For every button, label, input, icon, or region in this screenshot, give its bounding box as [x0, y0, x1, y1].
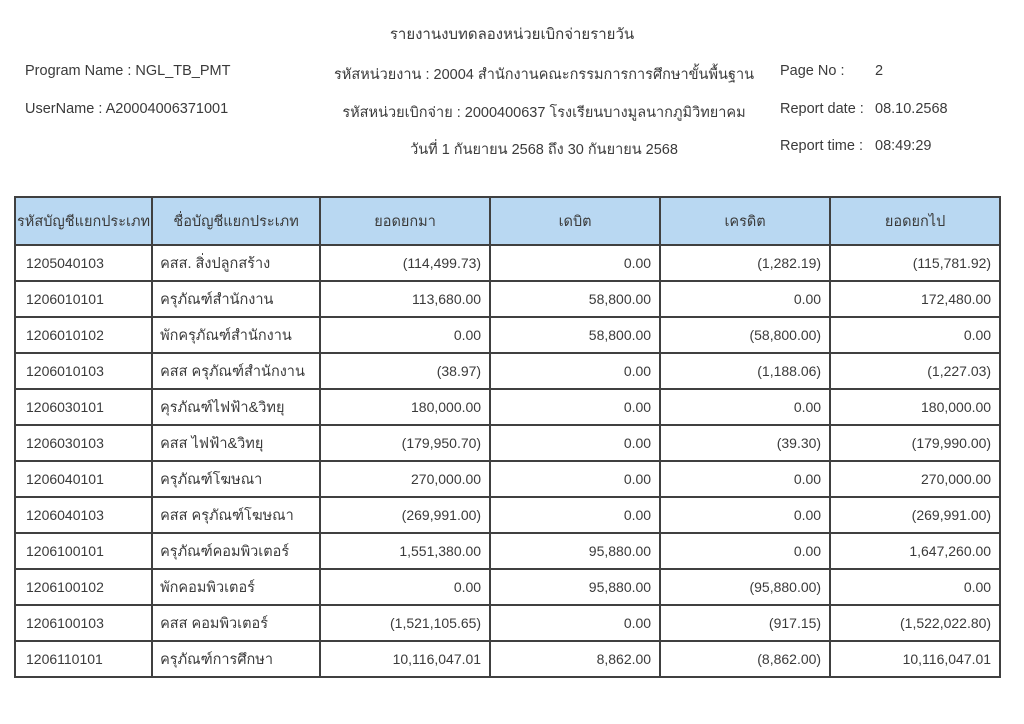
ending-balance-cell: 172,480.00: [830, 281, 1000, 317]
column-header-credit: เครดิต: [660, 197, 830, 245]
table-header-row: [15, 197, 1000, 245]
beginning-balance-cell: (38.97): [320, 353, 490, 389]
debit-cell: 95,880.00: [490, 569, 660, 605]
debit-cell: 58,800.00: [490, 317, 660, 353]
account-code-cell: 1206010102: [15, 317, 152, 353]
account-name-cell: คสส ไฟฟ้า&วิทยุ: [152, 425, 320, 461]
ending-balance-cell: 1,647,260.00: [830, 533, 1000, 569]
table-row: [15, 245, 1000, 281]
ending-balance-cell: 0.00: [830, 317, 1000, 353]
account-code-cell: 1205040103: [15, 245, 152, 281]
account-code-cell: 1206040101: [15, 461, 152, 497]
account-code-cell: 1206030101: [15, 389, 152, 425]
beginning-balance-cell: 10,116,047.01: [320, 641, 490, 677]
trial-balance-table: [14, 196, 1001, 678]
table-row: [15, 389, 1000, 425]
date-range-line: วันที่ 1 กันยายน 2568 ถึง 30 กันยายน 2568: [410, 142, 678, 158]
account-name-cell: ครุภัณฑ์คอมพิวเตอร์: [152, 533, 320, 569]
account-code-cell: 1206030103: [15, 425, 152, 461]
credit-cell: 0.00: [660, 497, 830, 533]
column-header-debit: เดบิต: [490, 197, 660, 245]
ending-balance-cell: (269,991.00): [830, 497, 1000, 533]
disbursement-unit-line: รหัสหน่วยเบิกจ่าย : 2000400637 โรงเรียนบางมูลนากภูมิวิทยาคม: [342, 105, 746, 121]
column-header-beginning-balance: ยอดยกมา: [320, 197, 490, 245]
ending-balance-cell: (179,990.00): [830, 425, 1000, 461]
credit-cell: 0.00: [660, 461, 830, 497]
credit-cell: (917.15): [660, 605, 830, 641]
report-time-line: [780, 138, 931, 154]
debit-cell: 0.00: [490, 425, 660, 461]
debit-cell: 0.00: [490, 497, 660, 533]
credit-cell: (95,880.00): [660, 569, 830, 605]
account-name-cell: คสส ครุภัณฑ์สำนักงาน: [152, 353, 320, 389]
ending-balance-cell: (1,227.03): [830, 353, 1000, 389]
page-no-value: 2: [875, 63, 884, 79]
account-code-cell: 1206010103: [15, 353, 152, 389]
ending-balance-cell: 270,000.00: [830, 461, 1000, 497]
account-code-cell: 1206100102: [15, 569, 152, 605]
account-name-cell: ครุภัณฑ์สำนักงาน: [152, 281, 320, 317]
beginning-balance-cell: 0.00: [320, 317, 490, 353]
account-name-cell: พักครุภัณฑ์สำนักงาน: [152, 317, 320, 353]
debit-cell: 0.00: [490, 353, 660, 389]
account-name-cell: คสส. สิ่งปลูกสร้าง: [152, 245, 320, 281]
agency-code-line: รหัสหน่วยงาน : 20004 สำนักงานคณะกรรมการการศึกษาขั้นพื้นฐาน: [334, 67, 754, 83]
beginning-balance-cell: (269,991.00): [320, 497, 490, 533]
beginning-balance-cell: 270,000.00: [320, 461, 490, 497]
account-name-cell: พักคอมพิวเตอร์: [152, 569, 320, 605]
report-date-line: [780, 101, 948, 117]
ending-balance-cell: 0.00: [830, 569, 1000, 605]
credit-cell: (58,800.00): [660, 317, 830, 353]
debit-cell: 0.00: [490, 245, 660, 281]
table-row: [15, 281, 1000, 317]
ending-balance-cell: (115,781.92): [830, 245, 1000, 281]
table-row: [15, 533, 1000, 569]
account-name-cell: ครุภัณฑ์โฆษณา: [152, 461, 320, 497]
credit-cell: (1,188.06): [660, 353, 830, 389]
table-row: [15, 461, 1000, 497]
page-no-line: [780, 63, 883, 79]
account-code-cell: 1206110101: [15, 641, 152, 677]
credit-cell: 0.00: [660, 389, 830, 425]
table-row: [15, 425, 1000, 461]
beginning-balance-cell: 180,000.00: [320, 389, 490, 425]
beginning-balance-cell: 113,680.00: [320, 281, 490, 317]
beginning-balance-cell: (1,521,105.65): [320, 605, 490, 641]
credit-cell: 0.00: [660, 533, 830, 569]
account-name-cell: ครุภัณฑ์การศึกษา: [152, 641, 320, 677]
credit-cell: (39.30): [660, 425, 830, 461]
account-code-cell: 1206040103: [15, 497, 152, 533]
debit-cell: 0.00: [490, 461, 660, 497]
table-row: [15, 569, 1000, 605]
table-row: [15, 497, 1000, 533]
credit-cell: (1,282.19): [660, 245, 830, 281]
debit-cell: 95,880.00: [490, 533, 660, 569]
credit-cell: (8,862.00): [660, 641, 830, 677]
table-row: [15, 353, 1000, 389]
account-name-cell: คสส คอมพิวเตอร์: [152, 605, 320, 641]
report-date-value: 08.10.2568: [875, 101, 948, 117]
debit-cell: 58,800.00: [490, 281, 660, 317]
page-no-label: Page No :: [780, 63, 845, 79]
column-header-account-name: ชื่อบัญชีแยกประเภท: [152, 197, 320, 245]
table-row: [15, 641, 1000, 677]
program-name-line: Program Name : NGL_TB_PMT: [25, 63, 231, 79]
report-time-label: Report time :: [780, 138, 863, 154]
report-time-value: 08:49:29: [875, 138, 932, 154]
column-header-ending-balance: ยอดยกไป: [830, 197, 1000, 245]
beginning-balance-cell: 0.00: [320, 569, 490, 605]
ending-balance-cell: 10,116,047.01: [830, 641, 1000, 677]
report-date-label: Report date :: [780, 101, 864, 117]
account-code-cell: 1206010101: [15, 281, 152, 317]
column-header-account-code: รหัสบัญชีแยกประเภท: [15, 197, 152, 245]
account-code-cell: 1206100101: [15, 533, 152, 569]
ending-balance-cell: 180,000.00: [830, 389, 1000, 425]
debit-cell: 8,862.00: [490, 641, 660, 677]
ending-balance-cell: (1,522,022.80): [830, 605, 1000, 641]
account-code-cell: 1206100103: [15, 605, 152, 641]
debit-cell: 0.00: [490, 389, 660, 425]
account-name-cell: คสส ครุภัณฑ์โฆษณา: [152, 497, 320, 533]
report-title: รายงานงบทดลองหน่วยเบิกจ่ายรายวัน: [389, 26, 635, 43]
beginning-balance-cell: 1,551,380.00: [320, 533, 490, 569]
table-row: [15, 605, 1000, 641]
user-name-line: UserName : A20004006371001: [25, 101, 229, 117]
account-name-cell: คุรภัณฑ์ไฟฟ้า&วิทยุ: [152, 389, 320, 425]
debit-cell: 0.00: [490, 605, 660, 641]
credit-cell: 0.00: [660, 281, 830, 317]
beginning-balance-cell: (179,950.70): [320, 425, 490, 461]
table-row: [15, 317, 1000, 353]
beginning-balance-cell: (114,499.73): [320, 245, 490, 281]
